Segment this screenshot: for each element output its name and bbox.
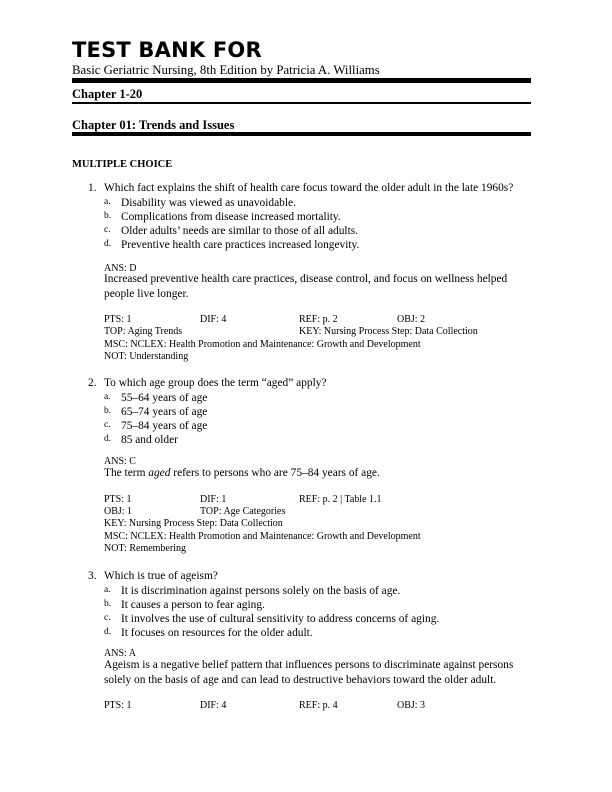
option-text: It causes a person to fear aging. [121, 599, 265, 611]
meta-dif: DIF: 4 [200, 700, 227, 711]
rationale: solely on the basis of age and can lead to destructive behaviors toward the older adult. [104, 674, 497, 686]
page-title: TEST BANK FOR [72, 38, 262, 62]
answer: ANS: D [104, 263, 137, 274]
meta-pts: PTS: 1 [104, 700, 132, 711]
meta-msc: MSC: NCLEX: Health Promotion and Maintenance: Growth and Development [104, 339, 421, 350]
question-stem: Which is true of ageism? [104, 570, 218, 582]
option-letter: a. [104, 585, 111, 595]
chapter-range: Chapter 1-20 [72, 87, 143, 101]
option-letter: b. [104, 599, 112, 609]
question-stem: To which age group does the term “aged” apply? [104, 377, 327, 389]
meta-not: NOT: Understanding [104, 351, 189, 362]
option-text: 75–84 years of age [121, 420, 208, 432]
chapter-title: Chapter 01: Trends and Issues [72, 118, 235, 132]
meta-pts: PTS: 1 [104, 314, 132, 325]
meta-msc: MSC: NCLEX: Health Promotion and Maintenance: Growth and Development [104, 531, 421, 542]
meta-not: NOT: Remembering [104, 543, 186, 554]
option-text: 55–64 years of age [121, 392, 208, 404]
answer: ANS: C [104, 456, 136, 467]
option-letter: c. [104, 420, 111, 430]
option-letter: d. [104, 627, 112, 637]
option-text: 85 and older [121, 434, 178, 446]
option-letter: d. [104, 434, 112, 444]
meta-top: TOP: Aging Trends [104, 326, 183, 337]
option-letter: b. [104, 406, 112, 416]
book-subtitle: Basic Geriatric Nursing, 8th Edition by Patricia A. Williams [72, 63, 380, 77]
option-text: It is discrimination against persons solely on the basis of age. [121, 585, 401, 597]
rationale: Increased preventive health care practices, disease control, and focus on wellness helped [104, 273, 508, 285]
option-letter: c. [104, 613, 111, 623]
option-text: It involves the use of cultural sensitivity to address concerns of aging. [121, 613, 440, 625]
question-number: 2. [88, 377, 97, 389]
rationale: people live longer. [104, 288, 189, 300]
meta-ref: REF: p. 2 [299, 314, 338, 325]
meta-obj: OBJ: 3 [397, 700, 426, 711]
rationale: The term aged refers to persons who are 75–84 years of age. [104, 467, 380, 479]
answer: ANS: A [104, 648, 136, 659]
meta-top: TOP: Age Categories [200, 506, 286, 517]
option-text: 65–74 years of age [121, 406, 208, 418]
divider-thick [72, 132, 531, 136]
divider-thick [72, 78, 531, 83]
option-letter: a. [104, 197, 111, 207]
meta-obj: OBJ: 1 [104, 506, 133, 517]
option-letter: d. [104, 239, 112, 249]
question-number: 1. [88, 182, 97, 194]
rationale: Ageism is a negative belief pattern that influences persons to discriminate against persons [104, 659, 514, 671]
divider-thin [72, 102, 531, 104]
option-letter: c. [104, 225, 111, 235]
meta-key: KEY: Nursing Process Step: Data Collection [104, 518, 283, 529]
meta-obj: OBJ: 2 [397, 314, 426, 325]
meta-dif: DIF: 1 [200, 494, 227, 505]
meta-pts: PTS: 1 [104, 494, 132, 505]
meta-ref: REF: p. 2 | Table 1.1 [299, 494, 382, 505]
emphasis-term: aged [148, 467, 171, 479]
section-title: MULTIPLE CHOICE [72, 159, 173, 170]
option-letter: a. [104, 392, 111, 402]
question-number: 3. [88, 570, 97, 582]
option-text: Older adults’ needs are similar to those of all adults. [121, 225, 359, 237]
option-letter: b. [104, 211, 112, 221]
option-text: It focuses on resources for the older adult. [121, 627, 313, 639]
meta-key: KEY: Nursing Process Step: Data Collection [299, 326, 478, 337]
meta-dif: DIF: 4 [200, 314, 227, 325]
question-stem: Which fact explains the shift of health care focus toward the older adult in the late 1960s? [104, 182, 514, 194]
meta-ref: REF: p. 4 [299, 700, 338, 711]
option-text: Complications from disease increased mortality. [121, 211, 341, 223]
option-text: Preventive health care practices increased longevity. [121, 239, 360, 251]
option-text: Disability was viewed as unavoidable. [121, 197, 296, 209]
